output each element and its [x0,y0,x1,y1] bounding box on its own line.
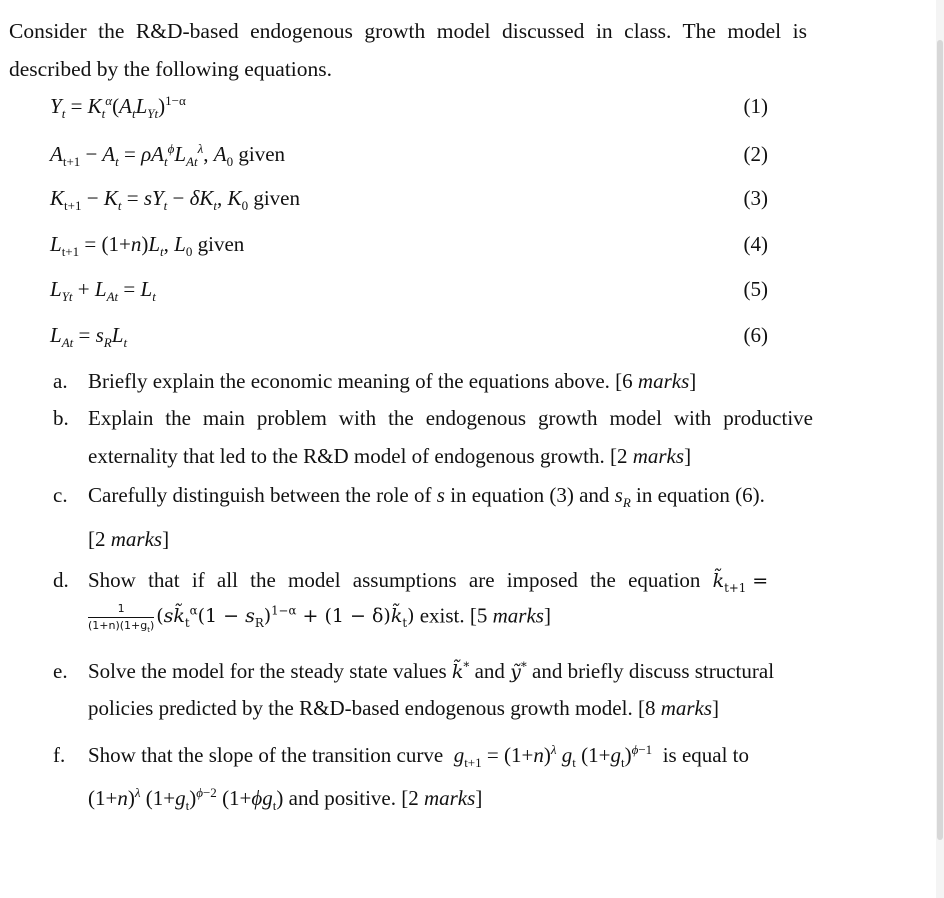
question-label: b. [53,406,69,430]
equation-number-6: (6) [743,323,768,347]
question-b-line-2: externality that led to the R&D model of endogenous growth. [2 marks] [88,444,692,468]
question-d-line-2: $\frac{1}{(1+n)(1+g_t)}$ ($sk̃_t^\alpha(1 - s_R)^{1-\alpha} + (1$ − $\delta)k̃_t$) exist. [5 marks] [88,602,551,635]
question-label: c. [53,483,68,507]
question-e-line-2: policies predicted by the R&D-based endogenous growth model. [8 marks] [88,696,720,720]
equation-number-2: (2) [743,142,768,166]
equation-6: $L_{At} = s_RL_t$ [50,323,128,351]
given-label: given [197,232,245,256]
equation-3: $K_{t+1} - K_t = sY_t - \delta K_t$, $K_0$ given [50,186,300,214]
equation-number-4: (4) [743,232,768,256]
question-f-line-2: $(1+n)^\lambda$ $(1+g_t)^{\phi-2}$ $(1+\phi g_t)$ and positive. [2 marks] [88,785,483,814]
fraction: $\frac{1}{(1+n)(1+g_t)}$ [88,602,155,635]
equation-number-1: (1) [743,94,768,118]
question-label: e. [53,659,68,683]
given-label: given [253,186,300,210]
question-c-line-2: [2 marks] [88,527,170,551]
scrollbar-thumb[interactable] [937,40,943,840]
question-label: a. [53,369,68,393]
equation-number-3: (3) [743,186,768,210]
scrollbar-track[interactable] [936,0,944,898]
equation-4: $L_{t+1} = (1+n)L_t$, $L_0$ given [50,232,245,260]
question-label: f. [53,743,66,767]
equation-number-5: (5) [743,277,768,301]
question-label: d. [53,568,69,592]
equation-1: $Y_t = K_t^\alpha(A_tL_{Yt})^{1-\alpha}$ [50,93,186,122]
equation-2: $A_{t+1} - A_t = \rho A_t^\phi L_{At}^\lambda$, $A_0$ given [50,141,286,170]
intro-paragraph: Consider the R&D-based endogenous growth model discussed in class. The model is described by the following equations. [9,19,807,81]
given-label: given [238,142,286,166]
equation-5: $L_{Yt} + L_{At} = L_t$ [50,277,156,305]
